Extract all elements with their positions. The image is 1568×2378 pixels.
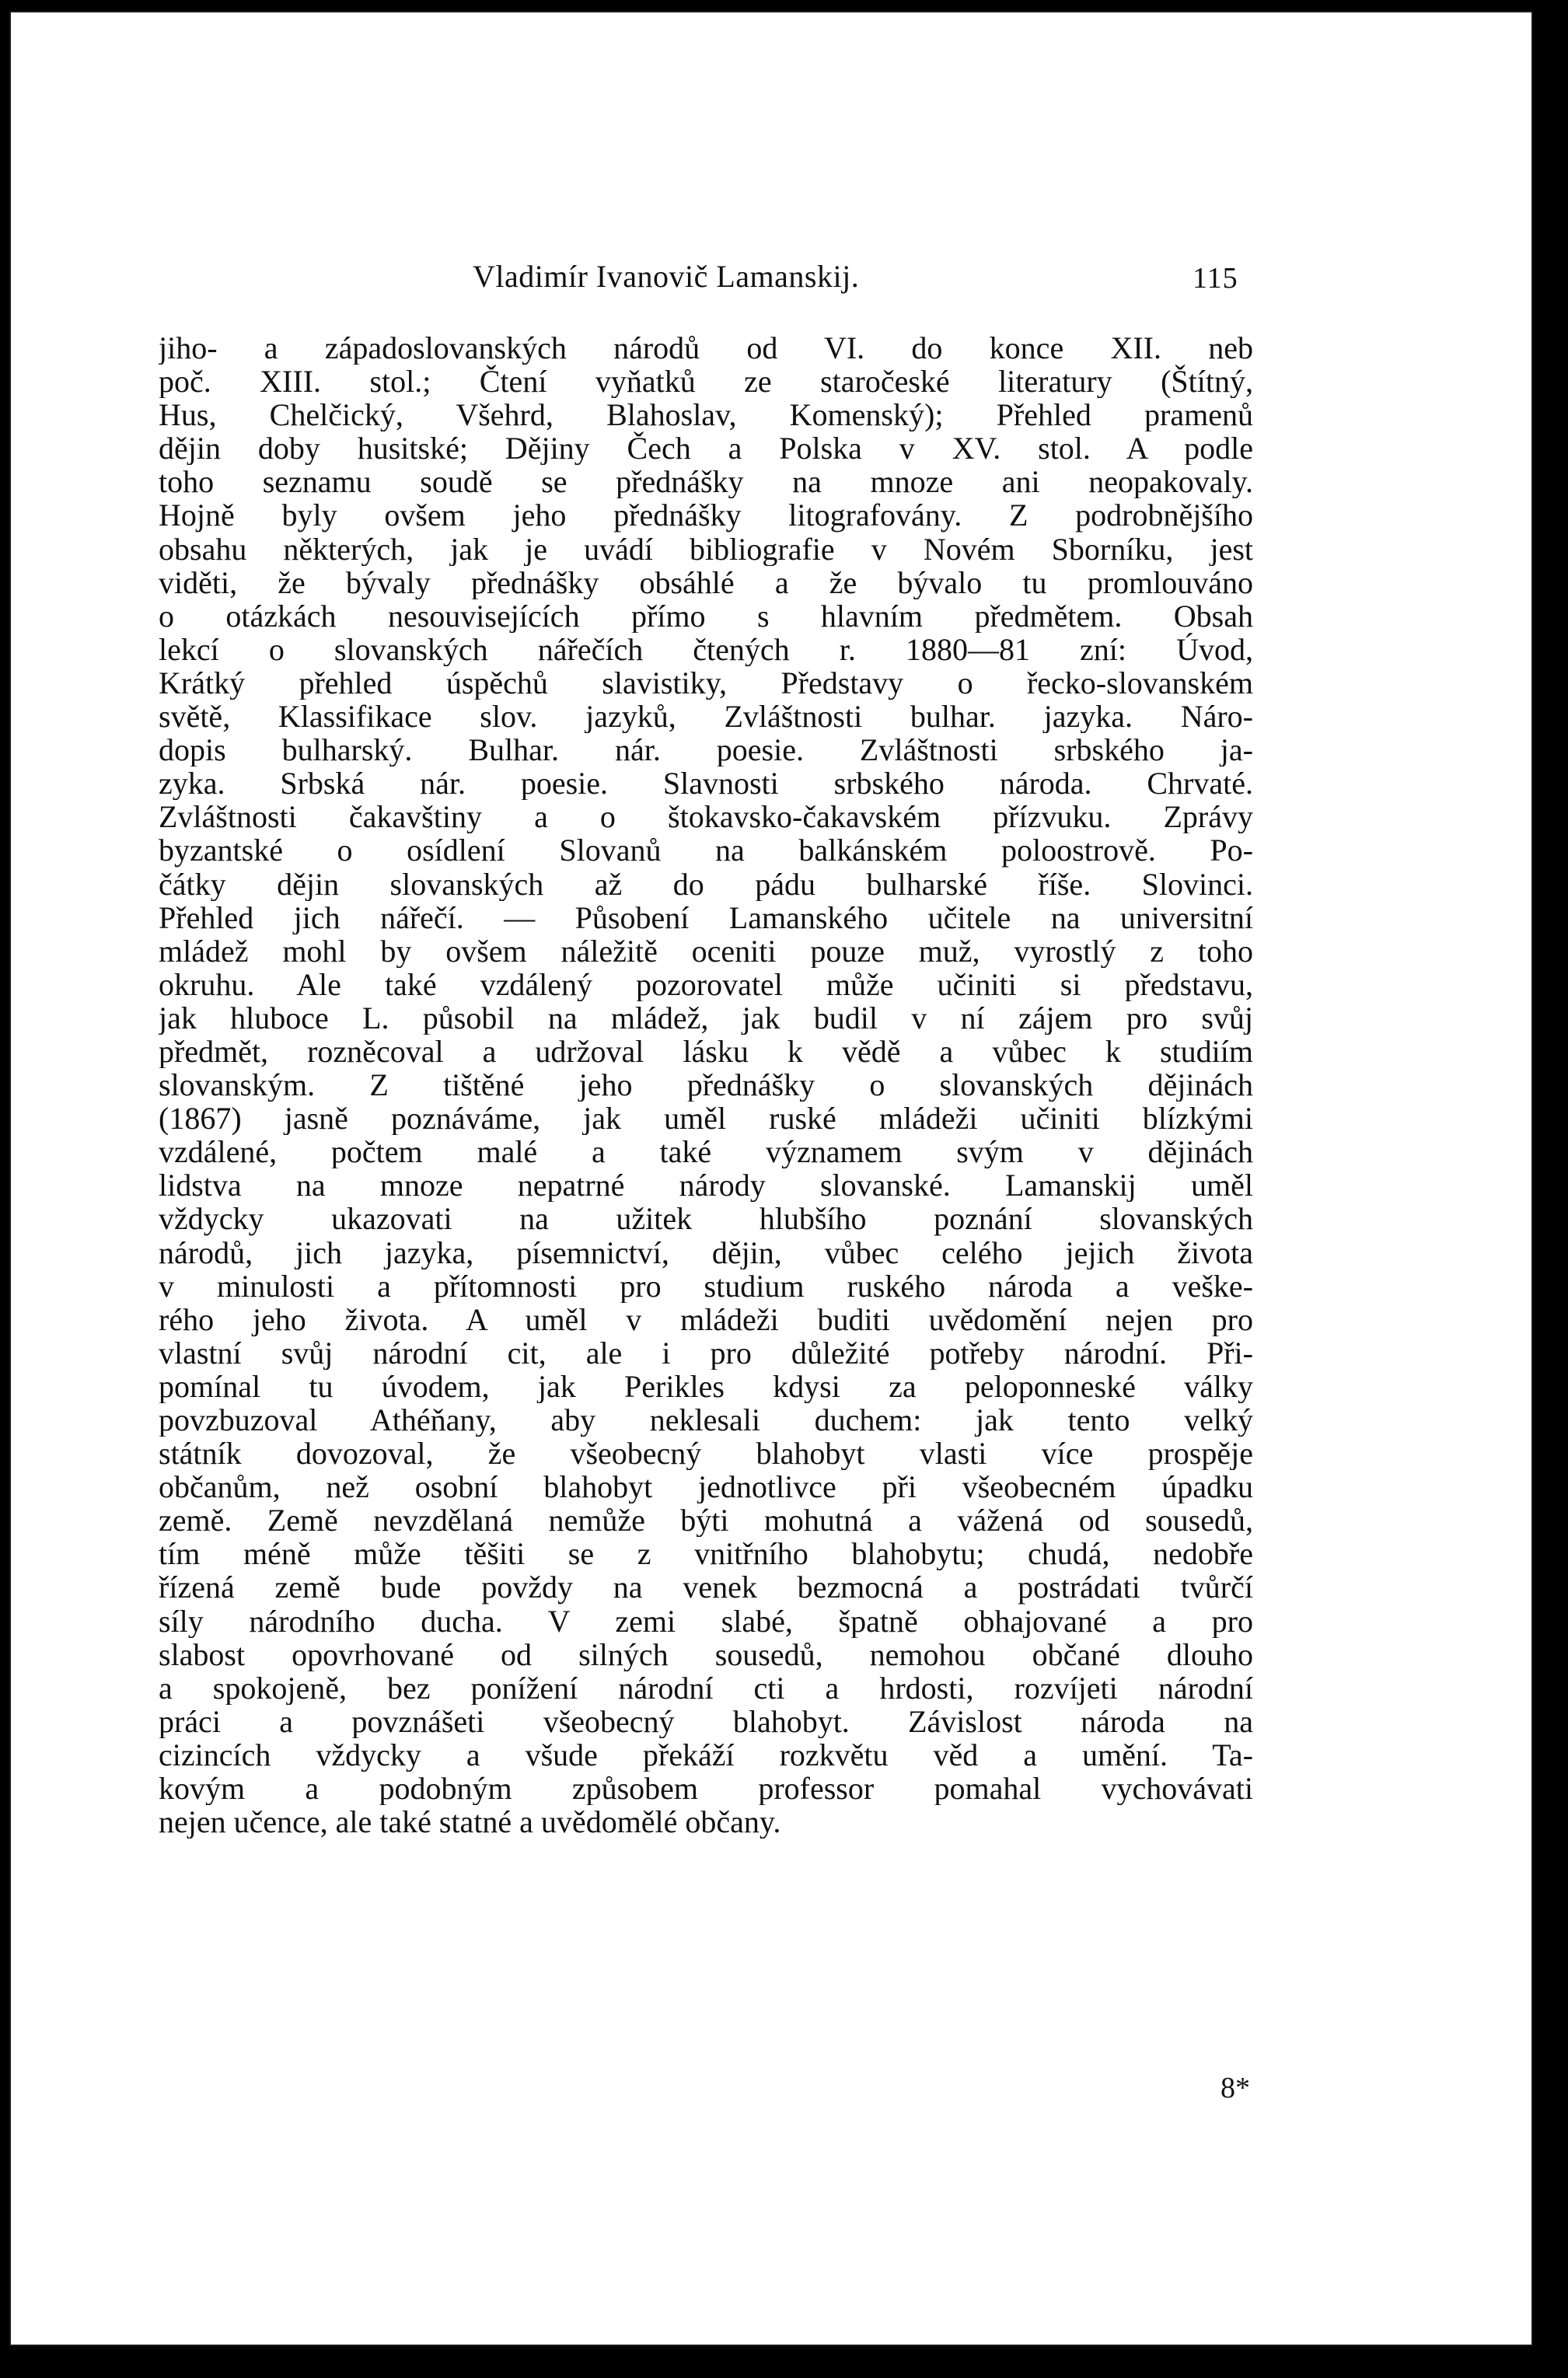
- text-line: země. Země nevzdělaná nemůže býti mohutná a vážená od sousedů,: [159, 1503, 1253, 1538]
- text-line: vlastní svůj národní cit, ale i pro důležité potřeby národní. Při-: [159, 1336, 1253, 1370]
- signature-mark: 8*: [1221, 2072, 1250, 2104]
- text-line: dějin doby husitské; Dějiny Čech a Polska v XV. stol. A podle: [159, 431, 1253, 466]
- text-line: síly národního ducha. V zemi slabé, špatně obhajované a pro: [159, 1604, 1253, 1638]
- text-line: v minulosti a přítomnosti pro studium ruského národa a veške-: [159, 1269, 1253, 1303]
- text-line: mládež mohl by ovšem náležitě oceniti pouze muž, vyrostlý z toho: [159, 934, 1253, 968]
- text-line: předmět, rozněcoval a udržoval lásku k vědě a vůbec k studiím: [159, 1034, 1253, 1069]
- text-line: národů, jich jazyka, písemnictví, dějin, vůbec celého jejich života: [159, 1235, 1253, 1269]
- text-line: čátky dějin slovanských až do pádu bulharské říše. Slovinci.: [159, 867, 1253, 901]
- text-line: lekcí o slovanských nářečích čtených r. 1880—81 zní: Úvod,: [159, 632, 1253, 666]
- text-line: vzdálené, počtem malé a také významem svým v dějinách: [159, 1135, 1253, 1169]
- running-title: Vladimír Ivanovič Lamanskij.: [473, 259, 860, 294]
- text-line: a spokojeně, bez ponížení národní cti a hrdosti, rozvíjeti národní: [159, 1671, 1253, 1705]
- text-line: řízená země bude povždy na venek bezmocná a postrádati tvůrčí: [159, 1570, 1253, 1605]
- text-line: (1867) jasně poznáváme, jak uměl ruské mládeži učiniti blízkými: [159, 1102, 1253, 1136]
- text-line: vždycky ukazovati na užitek hlubšího poznání slovanských: [159, 1202, 1253, 1236]
- text-line: státník dovozoval, že všeobecný blahobyt vlasti více prospěje: [159, 1437, 1253, 1471]
- text-line: občanům, než osobní blahobyt jednotlivce při všeobecném úpadku: [159, 1470, 1253, 1504]
- text-line: Krátký přehled úspěchů slavistiky, Představy o řecko-slovanském: [159, 665, 1253, 700]
- text-line: jiho- a západoslovanských národů od VI. do konce XII. neb: [159, 331, 1253, 365]
- text-line: Přehled jich nářečí. — Působení Lamanského učitele na universitní: [159, 900, 1253, 934]
- text-line: lidstva na mnoze nepatrné národy slovanské. Lamanskij uměl: [159, 1168, 1253, 1203]
- running-head: [11, 258, 1531, 305]
- text-line: tím méně může těšiti se z vnitřního blahobytu; chudá, nedobře: [159, 1537, 1253, 1571]
- text-line: pomínal tu úvodem, jak Perikles kdysi za peloponneské války: [159, 1369, 1253, 1403]
- body-text: [159, 331, 1253, 1838]
- page-number: 115: [1193, 262, 1238, 295]
- text-line: slabost opovrhované od silných sousedů, nemohou občané dlouho: [159, 1637, 1253, 1671]
- text-line: rého jeho života. A uměl v mládeži buditi uvědomění nejen pro: [159, 1302, 1253, 1336]
- text-line: obsahu některých, jak je uvádí bibliografie v Novém Sborníku, jest: [159, 532, 1253, 566]
- text-line: jak hluboce L. působil na mládež, jak budil v ní zájem pro svůj: [159, 1000, 1253, 1035]
- text-line: nejen učence, ale také statné a uvědomělé občany.: [159, 1805, 781, 1839]
- text-line: zyka. Srbská nár. poesie. Slavnosti srbského národa. Chrvaté.: [159, 766, 1253, 801]
- text-line: cizincích vždycky a všude překáží rozkvětu věd a umění. Ta-: [159, 1737, 1253, 1772]
- text-line: Zvláštnosti čakavštiny a o štokavsko-čakavském přízvuku. Zprávy: [159, 800, 1253, 834]
- text-line: viděti, že bývaly přednášky obsáhlé a že bývalo tu promlouváno: [159, 565, 1253, 599]
- text-line: poč. XIII. stol.; Čtení vyňatků ze staročeské literatury (Štítný,: [159, 365, 1253, 399]
- text-line: kovým a podobným způsobem professor pomahal vychovávati: [159, 1772, 1253, 1806]
- text-line: světě, Klassifikace slov. jazyků, Zvláštnosti bulhar. jazyka. Náro-: [159, 700, 1253, 734]
- text-line: byzantské o osídlení Slovanů na balkánském poloostrově. Po-: [159, 833, 1253, 868]
- text-line: slovanským. Z tištěné jeho přednášky o slovanských dějinách: [159, 1068, 1253, 1102]
- text-line: Hojně byly ovšem jeho přednášky litografovány. Z podrobnějšího: [159, 498, 1253, 533]
- text-line: povzbuzoval Athéňany, aby neklesali duchem: jak tento velký: [159, 1403, 1253, 1437]
- text-line: práci a povznášeti všeobecný blahobyt. Závislost národa na: [159, 1704, 1253, 1738]
- text-line: o otázkách nesouvisejících přímo s hlavním předmětem. Obsah: [159, 599, 1253, 633]
- book-page: [11, 12, 1531, 2345]
- text-line: dopis bulharský. Bulhar. nár. poesie. Zvláštnosti srbského ja-: [159, 733, 1253, 767]
- text-line: Hus, Chelčický, Všehrd, Blahoslav, Komenský); Přehled pramenů: [159, 398, 1253, 432]
- text-line: okruhu. Ale také vzdálený pozorovatel může učiniti si představu,: [159, 967, 1253, 1001]
- text-line: toho seznamu soudě se přednášky na mnoze ani neopakovaly.: [159, 465, 1253, 499]
